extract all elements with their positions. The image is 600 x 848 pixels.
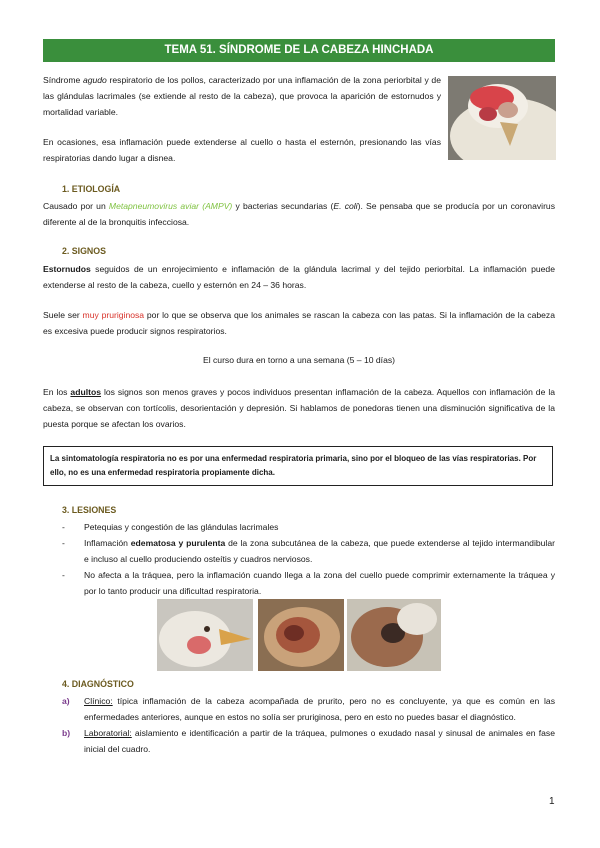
signos-heading: 2. SIGNOS bbox=[62, 246, 106, 256]
diagnostico-heading: 4. DIAGNÓSTICO bbox=[62, 679, 134, 689]
list-item: b) Laboratorial: aislamiento e identificación a partir de la tráquea, pulmones o exudado nasal y sinusal de animales en fase inicial del cuadro. bbox=[62, 728, 555, 754]
intro-paragraph: Síndrome agudo respiratorio de los pollos, caracterizado por una inflamación de la zona periorbital y de las glándulas lacrimales (se extiende al resto de la cabeza), que provoca la aparición de estornudos y mortalidad variable. bbox=[43, 75, 441, 117]
virus-name: Metapneumovirus aviar (AMPV) bbox=[108, 201, 233, 211]
list-item: a) Clínico: típica inflamación de la cabeza acompañada de prurito, pero no es concluyente, ya que es común en las enfermedades anteriores, aunque en estos no solía ser pruriginosa, pero en esto no puedes basar el diagnóstico. bbox=[62, 696, 555, 722]
etiologia-paragraph: Causado por un Metapneumovirus aviar (AMPV) y bacterias secundarias (E. coli). Se pensaba que se producía por un coronavirus diferente al de la bronquitis infecciosa. bbox=[43, 201, 556, 227]
lesion-photo-3 bbox=[347, 599, 441, 671]
signos-paragraph-2: Suele ser muy pruriginosa por lo que se observa que los animales se rascan la cabeza con las patas. Si la inflamación de la cabeza es excesiva puede producir signos respiratorios. bbox=[43, 310, 556, 336]
diagnostico-list bbox=[62, 693, 555, 757]
pruriginosa-highlight: muy pruriginosa bbox=[82, 310, 145, 320]
intro-section bbox=[43, 72, 441, 166]
note-box bbox=[43, 446, 553, 486]
signos-paragraph-adults: En los adultos los signos son menos graves y pocos individuos presentan inflamación de la cabeza. Aquellos con inflamación de la cabeza, se observan con tortícolis, desorientación y depresión. Si hablamos de ponedoras tienen una disminución significativa de la puesta porque se afectan los ovarios. bbox=[43, 387, 556, 429]
list-item: - Petequias y congestión de las glándulas lacrimales bbox=[62, 522, 279, 532]
intro-paragraph-2: En ocasiones, esa inflamación puede extenderse al cuello o hasta el esternón, presionando las vías respiratorias dando lugar a disnea. bbox=[43, 137, 441, 163]
list-item: - No afecta a la tráquea, pero la inflamación cuando llega a la zona del cuello puede comprimir externamente la tráquea y por lo tanto producir una dificultad respiratoria. bbox=[62, 570, 555, 596]
lesiones-list bbox=[62, 519, 555, 599]
signos-duration: El curso dura en torno a una semana (5 – 10 días) bbox=[202, 355, 396, 365]
note-text: La sintomatología respiratoria no es por una enfermedad respiratoria primaria, sino por el bloqueo de las vías respiratorias. Por ello, no es una enfermedad respiratoria propiamente dicha. bbox=[50, 454, 537, 477]
page-number: 1 bbox=[549, 796, 555, 807]
signos-paragraph-1: Estornudos seguidos de un enrojecimiento e inflamación de la glándula lacrimal y del tejido periorbital. La inflamación puede extenderse al resto de la cabeza, cuello y esternón en 24 – 36 horas. bbox=[43, 264, 555, 290]
page-title: TEMA 51. SÍNDROME DE LA CABEZA HINCHADA bbox=[43, 39, 555, 62]
etiologia-heading: 1. ETIOLOGÍA bbox=[62, 184, 121, 194]
lesiones-heading: 3. LESIONES bbox=[62, 505, 117, 515]
lesion-photo-1 bbox=[157, 599, 253, 671]
lesion-photo-2 bbox=[258, 599, 344, 671]
hen-head-photo bbox=[448, 76, 556, 160]
list-item: - Inflamación edematosa y purulenta de la zona subcutánea de la cabeza, que puede extenderse al tejido intermandibular e incluso al cuello produciendo osteítis y cuadros nerviosos. bbox=[62, 538, 555, 564]
